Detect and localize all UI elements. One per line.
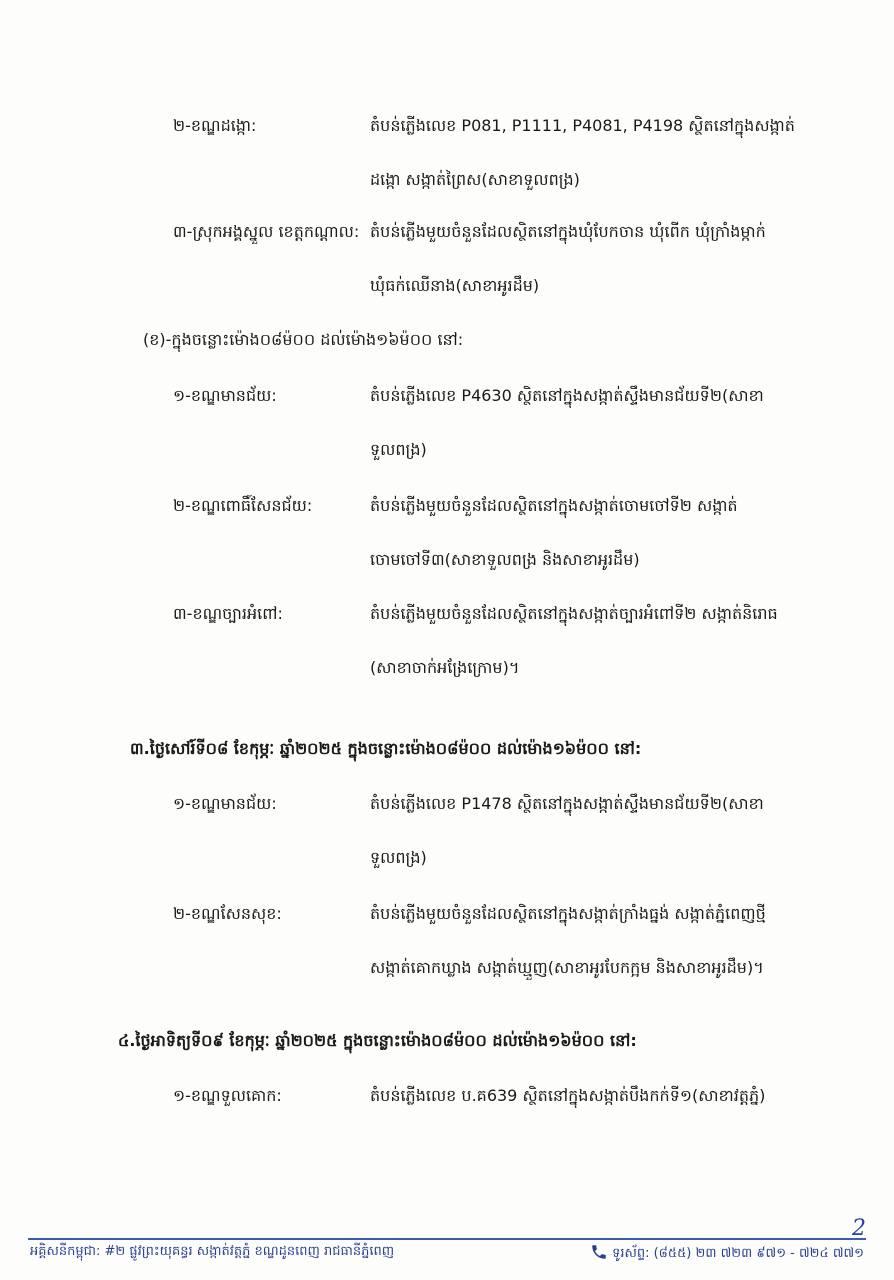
district-label: ២-ខណ្ឌពោធិ៍សែនជ័យ: xyxy=(173,496,313,515)
description-line: តំបន់ភ្លើងមួយចំនួនដែលស្ថិតនៅក្នុងសង្កាត់ក្រាំងធ្នង់ សង្កាត់ភ្នំពេញថ្មី xyxy=(370,904,766,923)
description-line: ឃុំធក់ឈើនាង(សាខាអូរដឹម) xyxy=(370,276,540,295)
district-label: ១-ខណ្ឌមានជ័យ: xyxy=(173,794,277,813)
district-label: ២-ខណ្ឌសែនសុខ: xyxy=(173,904,282,923)
district-label: ១-ខណ្ឌទួលគោក: xyxy=(173,1086,282,1105)
description-line: សង្កាត់គោកឃ្លាង សង្កាត់ឃ្មួញ(សាខាអូរបែកក្អម និងសាខាអូរដឹម)។ xyxy=(370,958,764,977)
description-line: ចោមចៅទី៣(សាខាទួលពង្រ និងសាខាអូរដឹម) xyxy=(370,550,640,569)
page-number: 2 xyxy=(852,1216,866,1241)
description-line: តំបន់ភ្លើងមួយចំនួនដែលស្ថិតនៅក្នុងសង្កាត់ច្បារអំពៅទី២ សង្កាត់និរោធ xyxy=(370,604,778,623)
district-description xyxy=(370,222,840,296)
district-label: ១-ខណ្ឌមានជ័យ: xyxy=(173,386,277,405)
description-line: ទួលពង្រ) xyxy=(370,848,427,867)
phone-icon xyxy=(590,1243,608,1265)
footer-divider xyxy=(28,1238,866,1240)
district-label: ៣-ខណ្ឌច្បារអំពៅ: xyxy=(173,604,283,623)
description-line: តំបន់ភ្លើងលេខ P1478 ស្ថិតនៅក្នុងសង្កាត់ស្ទឹងមានជ័យទី២(សាខា xyxy=(370,794,764,813)
district-description xyxy=(370,794,840,868)
day-heading: ៤.ថ្ងៃអាទិត្យទី០៩ ខែកុម្ភៈ ឆ្នាំ២០២៥ ក្នុងចន្លោះម៉ោង០៨ម៉០០ ដល់ម៉ោង១៦ម៉០០ នៅ: xyxy=(118,1031,637,1050)
district-description xyxy=(370,496,840,570)
district-description xyxy=(370,904,840,978)
day-heading: ៣.ថ្ងៃសៅរ៍ទី០៨ ខែកុម្ភៈ ឆ្នាំ២០២៥ ក្នុងចន្លោះម៉ោង០៨ម៉០០ ដល់ម៉ោង១៦ម៉០០ នៅ: xyxy=(130,739,642,758)
district-description xyxy=(370,116,840,190)
description-line: តំបន់ភ្លើងមួយចំនួនដែលស្ថិតនៅក្នុងឃុំបែកចាន ឃុំពើក ឃុំក្រាំងម្កាក់ xyxy=(370,222,766,241)
description-line: ទួលពង្រ) xyxy=(370,440,427,459)
description-line: ដង្កោ សង្កាត់ព្រៃស(សាខាទួលពង្រ) xyxy=(370,170,580,189)
subheading-text: (ខ)-ក្នុងចន្លោះម៉ោង០៨ម៉០០ ដល់ម៉ោង១៦ម៉០០ នៅ: xyxy=(143,330,464,349)
district-label: ២-ខណ្ឌដង្កោ: xyxy=(173,116,257,135)
district-description xyxy=(370,1086,840,1106)
footer-phone: ទូរស័ព្ទ: (៨៥៥) ២៣ ៧២៣ ៩៧១ - ៧២៤ ៧៧១ xyxy=(612,1245,864,1261)
footer-contact xyxy=(590,1243,864,1265)
description-line: តំបន់ភ្លើងលេខ ប.គ639 ស្ថិតនៅក្នុងសង្កាត់បឹងកក់ទី១(សាខាវត្តភ្នំ) xyxy=(370,1086,766,1105)
district-label: ៣-ស្រុកអង្គស្នួល ខេត្តកណ្តាល: xyxy=(173,222,360,241)
description-line: តំបន់ភ្លើងមួយចំនួនដែលស្ថិតនៅក្នុងសង្កាត់ចោមចៅទី២ សង្កាត់ xyxy=(370,496,738,515)
description-line: (សាខាចាក់អង្រែក្រោម)។ xyxy=(370,658,520,677)
footer-address: អគ្គិសនីកម្ពុជា: #២ ផ្លូវព្រះយុគន្ធរ សង្កាត់វត្តភ្នំ ខណ្ឌដូនពេញ រាជធានីភ្នំពេញ xyxy=(30,1244,395,1259)
district-description xyxy=(370,386,840,460)
description-line: តំបន់ភ្លើងលេខ P081, P1111, P4081, P4198 ស្ថិតនៅក្នុងសង្កាត់ xyxy=(370,116,795,135)
district-description xyxy=(370,604,840,678)
description-line: តំបន់ភ្លើងលេខ P4630 ស្ថិតនៅក្នុងសង្កាត់ស្ទឹងមានជ័យទី២(សាខា xyxy=(370,386,764,405)
